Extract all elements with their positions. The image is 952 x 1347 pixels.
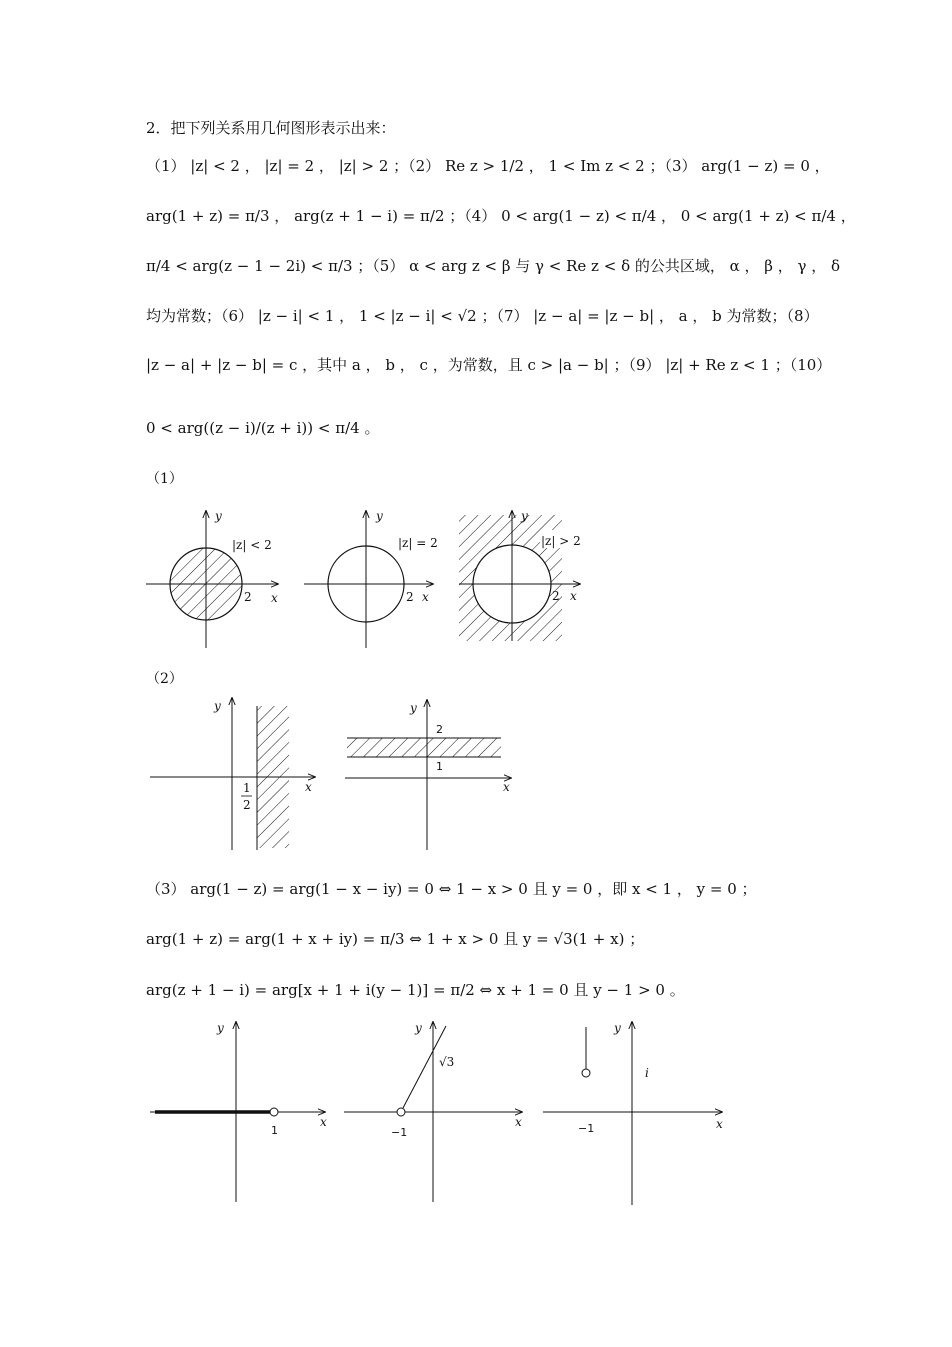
fig1b-label: |z| = 2 — [398, 536, 438, 550]
fig1b-y-label: y — [376, 509, 383, 523]
part3-line-3: arg(z + 1 − i) = arg[x + 1 + i(y − 1)] = π/2 ⇔ x + 1 = 0 且 y − 1 > 0 。 — [146, 981, 685, 999]
fig2b-strip — [347, 738, 501, 757]
fig1a-tick-2: 2 — [244, 590, 252, 604]
fig3a-open-point — [270, 1108, 278, 1116]
fig3c-open-point — [582, 1069, 590, 1077]
fig1b-tick-2: 2 — [406, 590, 414, 604]
fig1c-tick-2: 2 — [552, 589, 560, 603]
problem-line-1: （1） |z| < 2 ， |z| = 2 ， |z| > 2 ；（2） Re z > 1/2 ， 1 < Im z < 2 ；（3） arg(1 − z) = 0 ， — [146, 157, 830, 175]
fig3a-tick-1: 1 — [271, 1124, 278, 1137]
part3-line-1: （3） arg(1 − z) = arg(1 − x − iy) = 0 ⇔ 1 − x > 0 且 y = 0 ，即 x < 1 ， y = 0 ； — [146, 880, 757, 898]
fig3b-tick-neg1: −1 — [391, 1126, 408, 1139]
section-label-1: （1） — [146, 471, 183, 487]
fig3c-y-label: y — [614, 1021, 621, 1035]
fig1c-y-label: y — [521, 509, 528, 523]
fig3c-i-label: i — [645, 1066, 649, 1080]
fig3a-y-label: y — [217, 1021, 224, 1035]
fig3b-open-point — [397, 1108, 405, 1116]
fig2b-tick-2: 2 — [436, 723, 443, 736]
fig2a-half-den: 2 — [243, 798, 251, 812]
problem-line-4: 均为常数；（6） |z − i| < 1 ， 1 < |z − i| < √2 ；（7） |z − a| = |z − b| ， a ， b 为常数；（8） — [146, 307, 819, 325]
fig3c-tick-neg1: −1 — [578, 1122, 595, 1135]
fig2a-y-label: y — [214, 699, 221, 713]
fig3a-x-label: x — [320, 1115, 327, 1129]
problem-line-5: |z − a| + |z − b| = c ，其中 a ， b ， c ，为常数，且 c > |a − b| ；（9） |z| + Re z < 1 ；（10） — [146, 356, 832, 374]
section-label-2: （2） — [146, 671, 183, 687]
fig2a-x-label: x — [305, 780, 312, 794]
part3-line-2: arg(1 + z) = arg(1 + x + iy) = π/3 ⇔ 1 + x > 0 且 y = √3(1 + x) ； — [146, 930, 645, 948]
fig2a-half-num: 1 — [243, 781, 251, 795]
fig1c-label: |z| > 2 — [541, 534, 581, 548]
fig1a-y-label: y — [215, 509, 222, 523]
fig3b-y-label: y — [415, 1021, 422, 1035]
problem-intro: 2．把下列关系用几何图形表示出来： — [146, 119, 396, 137]
fig3b-sqrt3: √3 — [439, 1055, 455, 1069]
fig3b-x-label: x — [515, 1115, 522, 1129]
fig1c-x-label: x — [570, 589, 577, 603]
fig1b-x-label: x — [422, 590, 429, 604]
fig1a-x-label: x — [271, 591, 278, 605]
fig2b-tick-1: 1 — [436, 760, 443, 773]
problem-line-6: 0 < arg((z − i)/(z + i)) < π/4 。 — [146, 419, 380, 437]
problem-line-2: arg(1 + z) = π/3 ， arg(z + 1 − i) = π/2 ；（4） 0 < arg(1 − z) < π/4 ， 0 < arg(1 + z) < π/4 ， — [146, 207, 856, 225]
fig1a-label: |z| < 2 — [232, 538, 272, 552]
problem-line-3: π/4 < arg(z − 1 − 2i) < π/3 ；（5） α < arg z < β 与 γ < Re z < δ 的公共区域， α ， β ， γ ， δ — [146, 257, 841, 275]
fig2b-x-label: x — [503, 780, 510, 794]
fig3c-x-label: x — [716, 1117, 723, 1131]
fig2b-y-label: y — [410, 701, 417, 715]
